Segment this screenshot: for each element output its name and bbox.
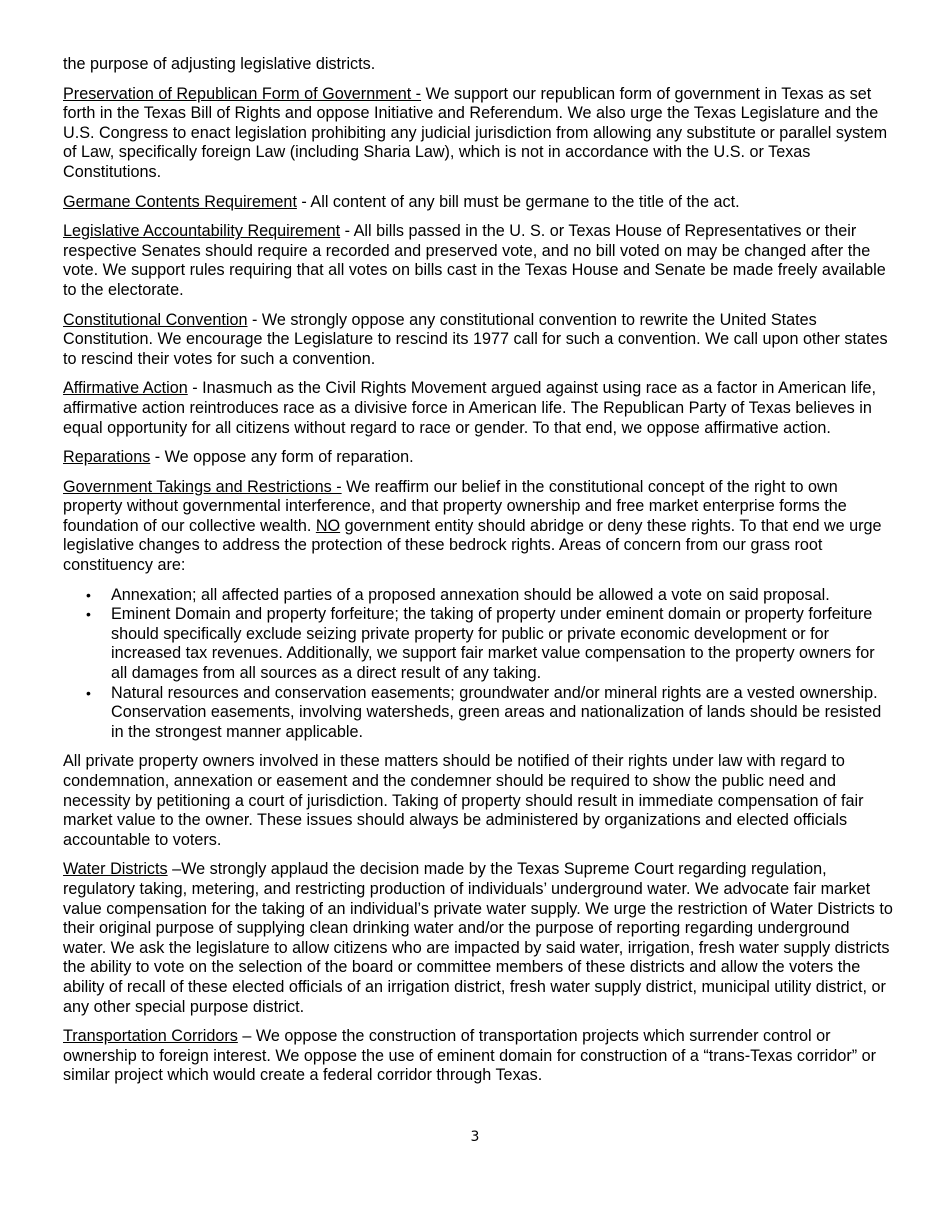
emphasis-no: NO <box>315 516 341 535</box>
paragraph-reparations <box>63 448 895 468</box>
bullet-icon: • <box>86 586 91 603</box>
section-heading-government-takings: Government Takings and Restrictions - <box>63 477 342 496</box>
bullet-icon: • <box>86 684 91 701</box>
section-heading-reparations: Reparations <box>63 448 151 467</box>
list-item-text: Annexation; all affected parties of a proposed annexation should be allowed a vote on said proposal. <box>111 585 830 604</box>
bullet-icon: • <box>86 606 91 623</box>
paragraph-body: - All bills passed in the U. S. or Texas House of Representatives or their respective Senates should require a recorded and preserved vote, and no bill voted on may be changed after the vote. We support rules requiring that all votes on bills cast in the Texas House and Senate be made freely available to the electorate. <box>63 222 886 299</box>
section-heading-water-districts: Water Districts <box>63 860 168 879</box>
paragraph-body: - All content of any bill must be germane to the title of the act. <box>296 192 740 211</box>
paragraph-transportation-corridors <box>63 1027 895 1086</box>
paragraph-affirmative-action <box>63 379 895 438</box>
paragraph-body: – We oppose the construction of transportation projects which surrender control or ownership to foreign interest. We oppose the use of eminent domain for construction of a “trans-Texas corridor” or similar project which would create a federal corridor through Texas. <box>63 1027 877 1085</box>
list-item-text: Eminent Domain and property forfeiture; the taking of property under eminent domain or property forfeiture should specifically exclude seizing private property for public or private economic development or for increased tax revenues. Additionally, we support fair market value compensation to the property owners for all damages from all sources as a direct result of any taking. <box>111 605 875 683</box>
paragraph-legislative-accountability <box>63 222 895 300</box>
paragraph-government-takings <box>63 478 895 576</box>
concerns-bullet-list <box>63 586 895 743</box>
paragraph-body: - Inasmuch as the Civil Rights Movement argued against using race as a factor in American life, affirmative action reintroduces race as a divisive force in American life. The Republican Party of Texas believes in equal opportunity for all citizens without regard to race or gender. To that end, we oppose affirmative action. <box>63 379 877 437</box>
paragraph-body: - We oppose any form of reparation. <box>150 448 414 467</box>
list-item <box>86 605 895 683</box>
paragraph-germane-contents <box>63 193 895 213</box>
section-heading-affirmative-action: Affirmative Action <box>63 379 188 398</box>
list-item <box>86 683 895 743</box>
paragraph-body: We support our republican form of government in Texas as set forth in the Texas Bill of Rights and oppose Initiative and Referendum. We also urge the Texas Legislature and the U.S. Congress to enact legislation prohibiting any judicial jurisdiction from allowing any substitute or parallel system of Law, specifically foreign Law (including Sharia Law), which is not in accordance with the U.S. or Texas Constitutions. <box>63 84 888 181</box>
paragraph-body: government entity should abridge or deny these rights. To that end we urge legislative changes to address the protection of these bedrock rights. Areas of concern from our grass root constituency are: <box>63 516 882 575</box>
paragraph-property-owners: All private property owners involved in these matters should be notified of their rights under law with regard to condemnation, annexation or easement and the condemner should be required to show the public need and necessity by petitioning a court of jurisdiction. Taking of property should result in immediate compensation of fair market value to the owner. These issues should always be administered by organizations and elected officials accountable to voters. <box>63 752 864 849</box>
section-heading-germane-contents: Germane Contents Requirement <box>63 192 297 211</box>
paragraph-constitutional-convention <box>63 311 895 370</box>
list-item <box>86 585 895 606</box>
paragraph-water-districts <box>63 860 895 1017</box>
paragraph-body: We reaffirm our belief in the constitutional concept of the right to own property without governmental interference, and that property ownership and free market enterprise forms the foundation of our collective wealth. <box>63 477 847 535</box>
paragraph-districts-continuation: the purpose of adjusting legislative districts. <box>63 55 376 73</box>
section-heading-legislative-accountability: Legislative Accountability Requirement <box>63 222 341 241</box>
page-number: 3 <box>470 1129 480 1145</box>
list-item-text: Natural resources and conservation easements; groundwater and/or mineral rights are a vested ownership. Conservation easements, involving watersheds, green areas and nationalization of lands should be resisted in the strongest manner applicable. <box>111 683 882 741</box>
document-page <box>63 55 895 1096</box>
paragraph-body: - We strongly oppose any constitutional convention to rewrite the United States Constitution. We encourage the Legislature to rescind its 1977 call for such a convention. We call upon other states to rescind their votes for such a convention. <box>63 310 888 368</box>
section-heading-republican-form: Preservation of Republican Form of Government - <box>63 84 422 103</box>
section-heading-transportation-corridors: Transportation Corridors <box>63 1027 238 1046</box>
paragraph-republican-form <box>63 85 895 183</box>
section-heading-constitutional-convention: Constitutional Convention <box>63 310 248 329</box>
paragraph-body: –We strongly applaud the decision made by the Texas Supreme Court regarding regulation, regulatory taking, metering, and restricting production of individuals’ underground water. We advocate fair market value compensation for the taking of an individual’s private water supply. We urge the restriction of Water Districts to their original purpose of supplying clean drinking water and/or the purpose of reporting regarding underground water. We ask the legislature to allow citizens who are impacted by said water, irrigation, fresh water supply districts the ability to vote on the selection of the board or committee members of these districts and allow the voters the ability of recall of these elected officials of an irrigation district, fresh water supply district, municipal utility district, or any other special purpose district. <box>63 860 893 1016</box>
